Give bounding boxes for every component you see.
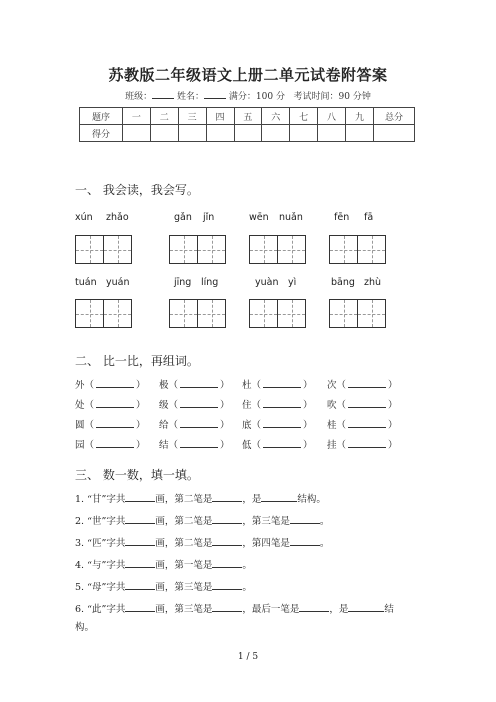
pinyin: wēn xyxy=(249,212,269,223)
writing-box[interactable] xyxy=(103,235,132,264)
score-header-cell: 七 xyxy=(290,108,318,125)
pinyin: jǐn xyxy=(203,212,215,223)
answer-blank[interactable] xyxy=(125,492,155,502)
score-header-cell: 六 xyxy=(262,108,290,125)
answer-blank[interactable] xyxy=(125,536,155,546)
word-blank[interactable] xyxy=(180,398,218,408)
answer-blank[interactable] xyxy=(212,492,242,502)
score-cell[interactable] xyxy=(234,125,262,142)
name-label: 姓名： xyxy=(177,92,205,102)
section2-title: 二、 比一比，再组词。 xyxy=(75,354,199,368)
score-cell[interactable] xyxy=(318,125,346,142)
answer-blank[interactable] xyxy=(212,602,242,612)
word-blank[interactable] xyxy=(263,438,301,448)
char: 住 xyxy=(242,400,252,411)
pinyin: gǎn xyxy=(174,212,192,223)
question-text: 画，第二笔是 xyxy=(155,516,213,527)
char: 次 xyxy=(327,380,337,391)
score-header-cell: 总分 xyxy=(374,108,415,125)
question-item xyxy=(75,579,252,593)
char: 吹 xyxy=(327,400,337,411)
char: 挂 xyxy=(327,440,337,451)
pinyin: yuàn xyxy=(255,277,279,288)
full-score: 满分：100 分 xyxy=(228,92,285,102)
pinyin: zhǎo xyxy=(106,212,129,223)
char: 底 xyxy=(242,420,252,431)
question-item xyxy=(75,601,394,615)
word-blank[interactable] xyxy=(263,378,301,388)
score-cell[interactable] xyxy=(346,125,374,142)
pinyin: yì xyxy=(288,277,297,288)
question-text: 结构。 xyxy=(297,494,326,505)
score-table xyxy=(79,107,415,142)
word-row: 结（ ） xyxy=(159,440,230,451)
question-number: 3. xyxy=(75,538,85,549)
page-number: 1 / 5 xyxy=(237,652,259,662)
char: 桂 xyxy=(327,420,337,431)
score-cell[interactable] xyxy=(123,125,151,142)
question-number: 2. xyxy=(75,516,85,527)
writing-box[interactable] xyxy=(329,299,358,328)
writing-box[interactable] xyxy=(197,299,226,328)
section3-title: 三、 数一数，填一填。 xyxy=(75,468,199,482)
question-number: 4. xyxy=(75,560,85,571)
question-text: ，是 xyxy=(242,494,262,505)
word-blank[interactable] xyxy=(180,418,218,428)
pinyin: fēn xyxy=(334,212,350,223)
question-text: “甘”字共 xyxy=(87,494,126,505)
question-text: 结 xyxy=(384,604,394,615)
question-text: 。 xyxy=(319,538,330,549)
question-text: 画，第二笔是 xyxy=(155,494,213,505)
word-row: 低（ ） xyxy=(242,440,313,451)
question-text: “母”字共 xyxy=(87,582,126,593)
pinyin: fā xyxy=(364,212,374,223)
score-cell[interactable] xyxy=(178,125,206,142)
answer-blank[interactable] xyxy=(261,492,297,502)
answer-blank[interactable] xyxy=(212,558,242,568)
question-text: ，第三笔是 xyxy=(242,516,290,527)
writing-box[interactable] xyxy=(329,235,358,264)
question-item xyxy=(75,557,252,571)
pinyin: líng xyxy=(201,277,219,288)
word-row: 级（ ） xyxy=(159,400,230,411)
question-text: “世”字共 xyxy=(87,516,126,527)
class-label: 班级： xyxy=(125,92,153,102)
answer-blank[interactable] xyxy=(125,580,155,590)
score-table-score-row xyxy=(80,125,415,142)
score-header-cell: 八 xyxy=(318,108,346,125)
word-blank[interactable] xyxy=(180,378,218,388)
answer-blank[interactable] xyxy=(125,558,155,568)
answer-blank[interactable] xyxy=(290,536,320,546)
word-row: 挂（ ） xyxy=(327,440,398,451)
word-row: 给（ ） xyxy=(159,420,230,431)
question-text: 。 xyxy=(242,582,252,593)
score-header-cell: 三 xyxy=(178,108,206,125)
char: 外 xyxy=(75,380,85,391)
char: 园 xyxy=(75,440,85,451)
pinyin: bāng xyxy=(331,277,355,288)
section1-title: 一、 我会读，我会写。 xyxy=(75,183,199,197)
question-text: 画，第三笔是 xyxy=(155,582,213,593)
word-blank[interactable] xyxy=(96,418,134,428)
char: 结 xyxy=(159,440,169,451)
question-item xyxy=(75,513,329,527)
question-text: 画，第二笔是 xyxy=(155,538,213,549)
char: 给 xyxy=(159,420,169,431)
word-row: 次（ ） xyxy=(327,380,398,391)
pinyin: tuán xyxy=(75,277,97,288)
word-row: 桂（ ） xyxy=(327,420,398,431)
question-item-continued: 构。 xyxy=(75,622,95,633)
word-blank[interactable] xyxy=(348,398,386,408)
answer-blank[interactable] xyxy=(125,602,155,612)
writing-box[interactable] xyxy=(75,299,104,328)
class-blank[interactable] xyxy=(152,90,174,99)
score-cell[interactable] xyxy=(262,125,290,142)
exam-info xyxy=(0,89,496,102)
word-row: 吹（ ） xyxy=(327,400,398,411)
pinyin: zhù xyxy=(364,277,382,288)
score-header-cell: 五 xyxy=(234,108,262,125)
answer-blank[interactable] xyxy=(125,514,155,524)
score-cell[interactable] xyxy=(150,125,178,142)
question-text: ，第四笔是 xyxy=(242,538,290,549)
writing-box[interactable] xyxy=(357,235,386,264)
score-header-cell: 二 xyxy=(150,108,178,125)
word-row: 住（ ） xyxy=(242,400,313,411)
question-text: 。 xyxy=(319,516,330,527)
word-row: 外（ ） xyxy=(75,380,146,391)
word-blank[interactable] xyxy=(180,438,218,448)
writing-box[interactable] xyxy=(103,299,132,328)
page-title: 苏教版二年级语文上册二单元试卷附答案 xyxy=(108,66,388,84)
answer-blank[interactable] xyxy=(212,536,242,546)
char: 级 xyxy=(159,400,169,411)
exam-time: 考试时间：90 分钟 xyxy=(293,92,371,102)
question-text: “与”字共 xyxy=(87,560,126,571)
question-number: 6. xyxy=(75,604,85,615)
writing-box[interactable] xyxy=(169,299,198,328)
writing-box[interactable] xyxy=(277,235,306,264)
question-text: 。 xyxy=(242,560,252,571)
word-blank[interactable] xyxy=(96,378,134,388)
pinyin: yuán xyxy=(106,277,130,288)
score-row-label: 得分 xyxy=(80,125,123,142)
writing-box[interactable] xyxy=(357,299,386,328)
score-header-cell: 一 xyxy=(123,108,151,125)
word-row: 处（ ） xyxy=(75,400,146,411)
question-text: 画，第一笔是 xyxy=(155,560,213,571)
question-item xyxy=(75,535,329,549)
pinyin: nuǎn xyxy=(279,212,303,223)
question-number: 1. xyxy=(75,494,85,505)
word-row: 圆（ ） xyxy=(75,420,146,431)
writing-box[interactable] xyxy=(249,235,278,264)
name-blank[interactable] xyxy=(204,90,226,99)
word-blank[interactable] xyxy=(348,418,386,428)
word-blank[interactable] xyxy=(96,438,134,448)
char: 极 xyxy=(159,380,169,391)
answer-blank[interactable] xyxy=(212,514,242,524)
score-header-cell: 四 xyxy=(206,108,234,125)
question-text: “此”字共 xyxy=(87,604,126,615)
char: 圆 xyxy=(75,420,85,431)
question-item xyxy=(75,491,326,505)
score-cell[interactable] xyxy=(374,125,415,142)
score-table-header-row xyxy=(80,108,415,125)
writing-box[interactable] xyxy=(169,235,198,264)
word-row: 底（ ） xyxy=(242,420,313,431)
word-row: 园（ ） xyxy=(75,440,146,451)
writing-box[interactable] xyxy=(249,299,278,328)
writing-box[interactable] xyxy=(277,299,306,328)
word-blank[interactable] xyxy=(348,378,386,388)
char: 处 xyxy=(75,400,85,411)
question-text: ，最后一笔是 xyxy=(242,604,300,615)
answer-blank[interactable] xyxy=(348,602,384,612)
answer-blank[interactable] xyxy=(212,580,242,590)
answer-blank[interactable] xyxy=(290,514,320,524)
word-blank[interactable] xyxy=(96,398,134,408)
writing-box[interactable] xyxy=(197,235,226,264)
question-text: 画，第三笔是 xyxy=(155,604,213,615)
answer-blank[interactable] xyxy=(299,602,329,612)
word-row: 杜（ ） xyxy=(242,380,313,391)
pinyin: jīng xyxy=(174,277,192,288)
word-row: 极（ ） xyxy=(159,380,230,391)
question-text: “匹”字共 xyxy=(87,538,126,549)
word-blank[interactable] xyxy=(263,398,301,408)
pinyin: xún xyxy=(75,212,93,223)
score-cell[interactable] xyxy=(290,125,318,142)
score-cell[interactable] xyxy=(206,125,234,142)
word-blank[interactable] xyxy=(263,418,301,428)
char: 低 xyxy=(242,440,252,451)
writing-box[interactable] xyxy=(75,235,104,264)
score-header-cell: 九 xyxy=(346,108,374,125)
char: 杜 xyxy=(242,380,252,391)
word-blank[interactable] xyxy=(348,438,386,448)
question-number: 5. xyxy=(75,582,85,593)
question-text: ，是 xyxy=(329,604,349,615)
score-header-cell: 题序 xyxy=(80,108,123,125)
